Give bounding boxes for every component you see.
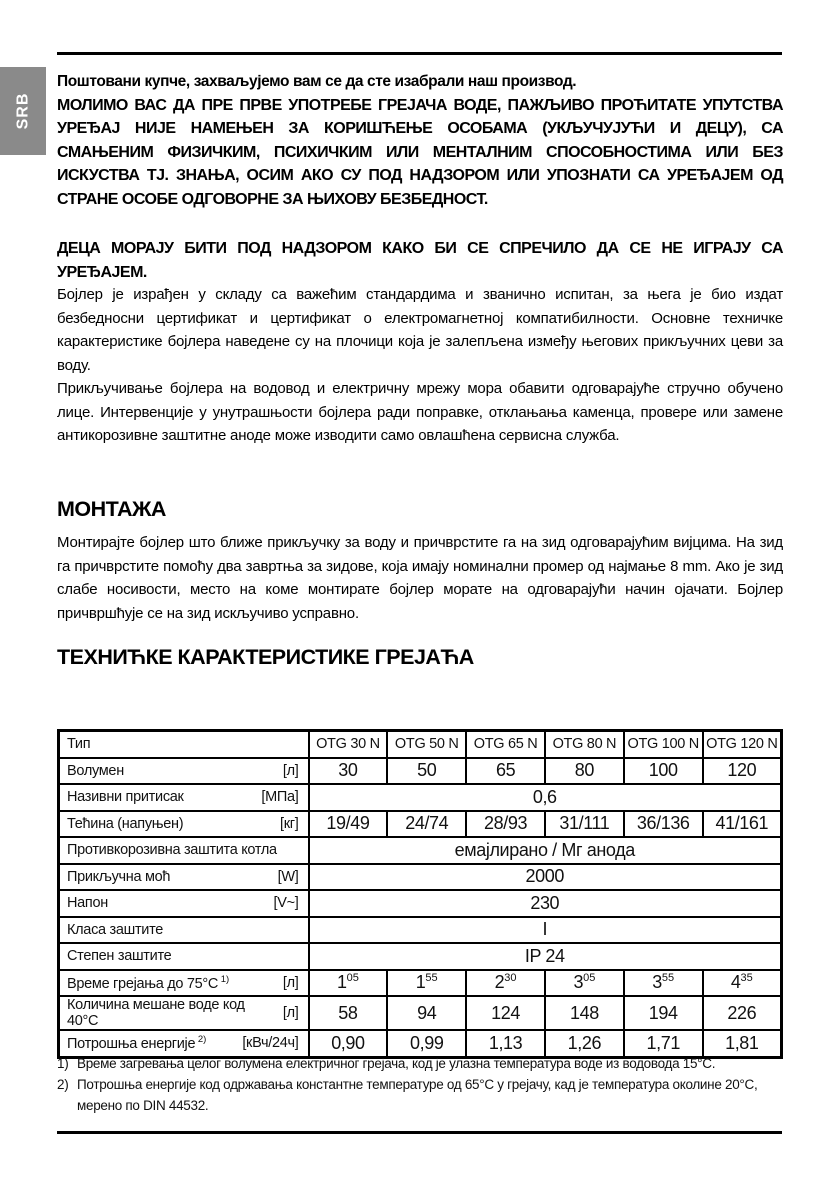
footnote-text: Време загревања целог волумена електричног грејача, код је улазна температура воде из водовода 15°С. — [77, 1056, 716, 1071]
paragraph-installation: Прикључивање бојлера на водовод и електричну мрежу мора обавити одговарајуће стручно обучено лице. Интервенције у унутрашњости бојлера ради поправке, отклањања каменца, провере или замене антикорозивне заштитне аноде може изводити само овлашћена сервисна служба. — [57, 380, 783, 444]
value-cell: 58 — [309, 996, 388, 1030]
value-cell: 36/136 — [624, 811, 703, 838]
row-label-unit: [л] — [282, 974, 299, 991]
value-cell: $1^{55}$ — [387, 970, 466, 997]
value-cell: 120 — [703, 758, 782, 785]
row-label-wrap — [60, 997, 308, 1029]
row-label-unit: [W] — [277, 868, 299, 885]
model-header-cell: OTG 80 N — [545, 731, 624, 758]
row-label-wrap — [60, 789, 308, 805]
row-label-text: Волумен — [67, 762, 124, 779]
value-cell: 31/111 — [545, 811, 624, 838]
table-row — [59, 890, 782, 917]
montaza-heading: МОНТАЖА — [57, 497, 166, 521]
body-text-block — [57, 283, 783, 448]
footnote — [57, 1074, 783, 1116]
value-cell: $3^{55}$ — [624, 970, 703, 997]
greeting-text: Поштовани купче, захваљујемо вам се да сте изабрали наш производ. — [57, 73, 577, 90]
value-cell: 124 — [466, 996, 545, 1030]
table-row — [59, 943, 782, 970]
paragraph-certification: Бојлер је израђен у складу са важећим стандардима и званично испитан, за њега је био издат безбедносни цертификат и цертификат о електромагнетној компатибилности. Основне техничке карактеристике бојлера наведене су на плочици која је залепљена између његових прикључних цеви за воду. — [57, 286, 783, 374]
span-value-cell: 0,6 — [309, 784, 782, 811]
value-superscript: 35 — [740, 972, 753, 985]
value-cell: 94 — [387, 996, 466, 1030]
row-label — [59, 811, 309, 838]
value-cell: 65 — [466, 758, 545, 785]
row-label-unit: [л] — [282, 762, 299, 779]
row-label — [59, 943, 309, 970]
value-cell: 50 — [387, 758, 466, 785]
row-label-text: Тећина (напуњен) — [67, 815, 184, 832]
value-cell: 100 — [624, 758, 703, 785]
span-value-cell: 2000 — [309, 864, 782, 891]
table-row — [59, 811, 782, 838]
row-label-text: Класа заштите — [67, 921, 164, 938]
value-superscript: 55 — [661, 972, 675, 985]
table-row — [59, 864, 782, 891]
table-row — [59, 784, 782, 811]
spec-table — [57, 729, 783, 1059]
value-superscript: 30 — [504, 972, 517, 985]
value-cell: $3^{05}$ — [545, 970, 624, 997]
row-label — [59, 784, 309, 811]
span-value-cell: емајлирано / Мг анода — [309, 837, 782, 864]
row-label — [59, 758, 309, 785]
footnotes — [57, 1053, 783, 1116]
tech-characteristics-heading: ТЕХНИЋКЕ КАРАКТЕРИСТИКЕ ГРЕЈАЋА — [57, 645, 474, 669]
table-header-row — [59, 731, 782, 758]
row-label — [59, 970, 309, 997]
table-header-label — [59, 731, 309, 758]
table-row — [59, 837, 782, 864]
row-label-wrap — [60, 974, 308, 992]
row-label-text: Степен заштите — [67, 948, 172, 965]
row-label-wrap — [60, 842, 308, 858]
row-label-wrap — [60, 895, 308, 911]
value-cell: 28/93 — [466, 811, 545, 838]
footnote-number: 2) — [57, 1077, 69, 1092]
row-label-text: Прикључна моћ — [67, 868, 171, 885]
language-tab — [0, 67, 46, 155]
value-cell: 1,81 — [703, 1030, 782, 1057]
language-tab-label: SRB — [14, 92, 31, 130]
footnote-text: Потрошња енергије код одржавања константне температуре од 65°С у грејачу, кад је температура околине 20°С, мерено по DIN 44532. — [77, 1077, 758, 1113]
value-superscript: 55 — [425, 972, 438, 985]
row-label-unit: [л] — [282, 1005, 299, 1021]
table-row — [59, 970, 782, 997]
value-cell: 41/161 — [703, 811, 782, 838]
value-cell: 226 — [703, 996, 782, 1030]
value-cell: 148 — [545, 996, 624, 1030]
value-cell: $4^{35}$ — [703, 970, 782, 997]
value-cell: 24/74 — [387, 811, 466, 838]
spec-table-body — [59, 731, 782, 1058]
footnote-marker: 2) — [195, 1034, 207, 1046]
model-header-cell: OTG 50 N — [387, 731, 466, 758]
row-label — [59, 917, 309, 944]
value-cell: $2^{30}$ — [466, 970, 545, 997]
intro-block — [57, 70, 783, 211]
row-label — [59, 996, 309, 1030]
row-label-text: Количина мешане воде код 40°C — [67, 997, 245, 1029]
row-label-text: Напон — [67, 895, 108, 912]
value-superscript: 05 — [583, 972, 596, 985]
footnote-number: 1) — [57, 1056, 69, 1071]
model-header-cell: OTG 30 N — [309, 731, 388, 758]
table-row — [59, 758, 782, 785]
row-label — [59, 864, 309, 891]
value-cell: 30 — [309, 758, 388, 785]
value-cell: $1^{05}$ — [309, 970, 388, 997]
row-label-unit: [кВч/24ч] — [242, 1035, 299, 1052]
model-header-cell: OTG 100 N — [624, 731, 703, 758]
value-cell: 0,90 — [309, 1030, 388, 1057]
safety-warning-text: МОЛИМО ВАС ДА ПРЕ ПРВЕ УПОТРЕБЕ ГРЕЈАЧА ВОДЕ, ПАЖЉИВО ПРОЋИТАТЕ УПУТСТВА УРЕЂАЈ НИЈЕ НАМЕЊЕН ЗА КОРИШЋЕЊЕ ОСОБАМА (УКЉУЧУЈУЋИ И ДЕЦУ), СА СМАЊЕНИМ ФИЗИЧКИМ, ПСИХИЧКИМ ИЛИ МЕНТАЛНИМ СПОСОБНОСТИМА ИЛИ БЕЗ ИСКУСТВА ТЈ. ЗНАЊА, ОСИМ АКО СУ ПОД НАДЗОРОМ ИЛИ УПОЗНАТИ СА УРЕЂАЈЕМ ОД СТРАНЕ ОСОБЕ ОДГОВОРНЕ ЗА ЊИХОВУ БЕЗБЕДНОСТ. — [57, 96, 783, 208]
value-cell: 194 — [624, 996, 703, 1030]
value-cell: 1,71 — [624, 1030, 703, 1057]
row-label-unit: [V~] — [273, 895, 299, 912]
value-cell: 80 — [545, 758, 624, 785]
children-warning-text: ДЕЦА МОРАЈУ БИТИ ПОД НАДЗОРОМ КАКО БИ СЕ СПРЕЧИЛО ДА СЕ НЕ ИГРАЈУ СА УРЕЂАЈЕМ. — [57, 240, 783, 281]
model-header-cell: OTG 65 N — [466, 731, 545, 758]
footnote-marker: 1) — [218, 973, 230, 985]
row-label-wrap — [60, 922, 308, 938]
row-label-text: Време грејања до 75°C $^{1)}$ — [67, 973, 230, 992]
row-label-wrap — [60, 763, 308, 779]
row-label-text: Противкорозивна заштита котла — [67, 842, 277, 859]
row-label-wrap — [60, 948, 308, 964]
span-value-cell: 230 — [309, 890, 782, 917]
footnote — [57, 1053, 783, 1074]
table-row — [59, 917, 782, 944]
row-label-unit: [кг] — [280, 815, 299, 832]
row-label — [59, 890, 309, 917]
value-cell: 1,26 — [545, 1030, 624, 1057]
row-label-wrap — [60, 1034, 308, 1052]
table-header-label-text: Тип — [67, 736, 91, 753]
row-label-text: Називни притисак — [67, 789, 184, 806]
value-superscript: 05 — [346, 972, 359, 985]
row-label-text: Потрошња енергије $^{2)}$ — [67, 1034, 207, 1053]
montaza-paragraph: Монтирајте бојлер што ближе прикључку за воду и причврстите га на зид одговарајућим вијцима. На зид га причврстите помоћу два завртња за зидове, која имају номинални промер од најмање 8 mm. Ако је зид слабе носивости, место на коме монтирате бојлер морате на одговарајући начин ојачати. Бојлер причвршћује се на зид искључиво усправно. — [57, 534, 783, 622]
model-header-cell: OTG 120 N — [703, 731, 782, 758]
span-value-cell: IP 24 — [309, 943, 782, 970]
value-cell: 0,99 — [387, 1030, 466, 1057]
table-header-label-wrap — [60, 736, 308, 752]
row-label-wrap — [60, 816, 308, 832]
table-row — [59, 996, 782, 1030]
value-cell: 1,13 — [466, 1030, 545, 1057]
row-label-unit: [МПа] — [261, 789, 299, 806]
row-label — [59, 837, 309, 864]
value-cell: 19/49 — [309, 811, 388, 838]
span-value-cell: I — [309, 917, 782, 944]
bottom-rule — [57, 1131, 782, 1134]
row-label-wrap — [60, 869, 308, 885]
top-rule — [57, 52, 782, 55]
